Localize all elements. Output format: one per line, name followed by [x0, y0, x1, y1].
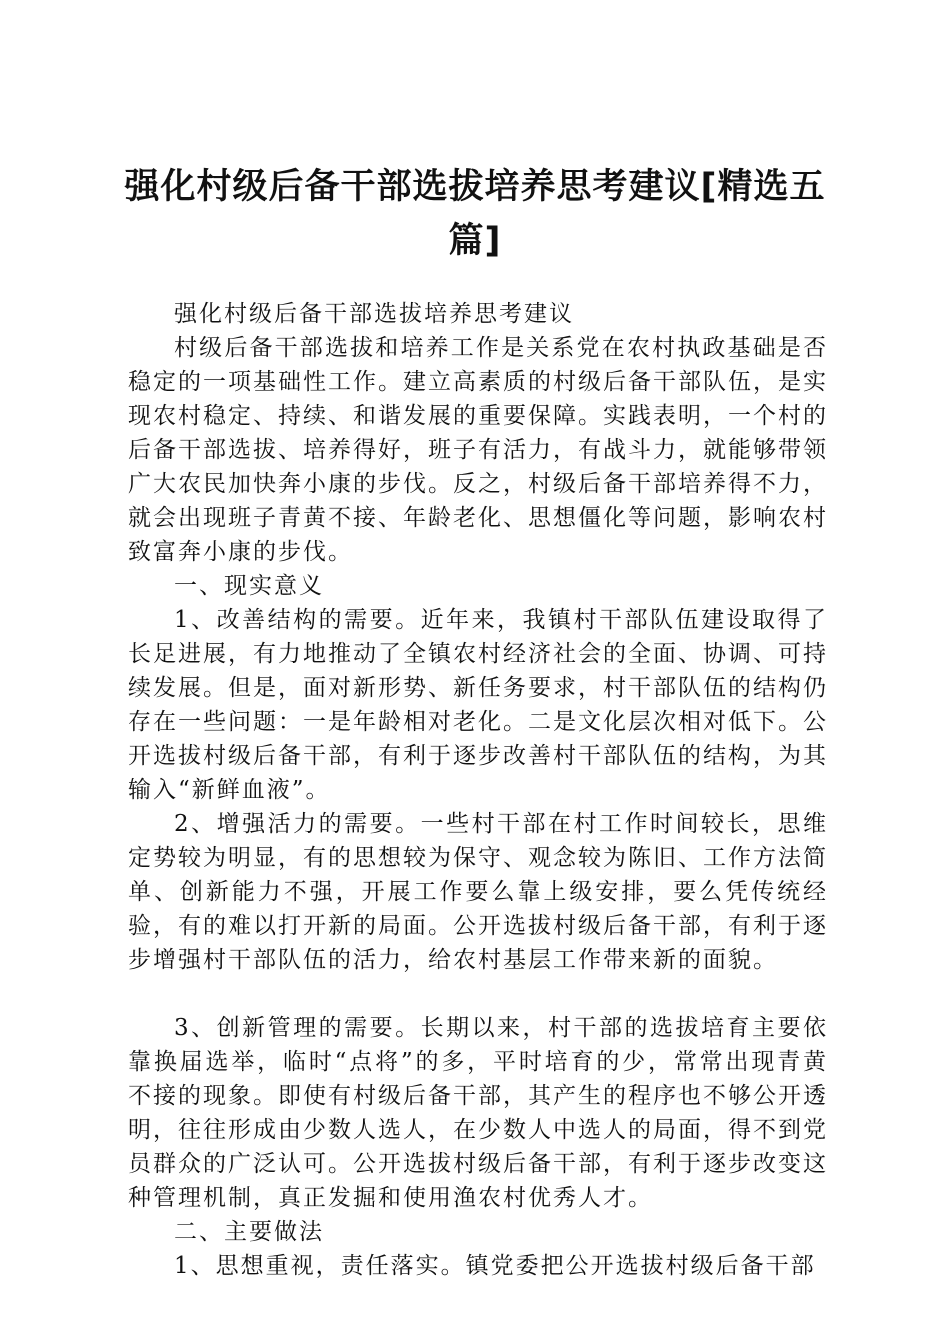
intro-paragraph: 村级后备干部选拔和培养工作是关系党在农村执政基础是否稳定的一项基础性工作。建立高素质的村级后备干部队伍，是实现农村稳定、持续、和谐发展的重要保障。实践表明，一个村的后备干部选拔、培养得好，班子有活力，有战斗力，就能够带领广大农民加快奔小康的步伐。反之，村级后备干部培养得不力，就会出现班子青黄不接、年龄老化、思想僵化等问题，影响农村致富奔小康的步伐。 [128, 335, 828, 565]
section-heading-significance: 一、现实意义 [174, 573, 324, 599]
document-body [128, 297, 828, 1283]
paragraph-management-need: 3、创新管理的需要。长期以来，村干部的选拔培育主要依靠换届选举，临时“点将”的多，平时培育的少，常常出现青黄不接的现象。即使有村级后备干部，其产生的程序也不够公开透明，往往形成由少数人选人，在少数人中选人的局面，得不到党员群众的广泛认可。公开选拔村级后备干部，有利于逐步改变这种管理机制，真正发掘和使用渔农村优秀人才。 [128, 1015, 828, 1211]
document-title: 强化村级后备干部选拔培养思考建议[精选五篇] [124, 167, 826, 261]
section-heading-practices: 二、主要做法 [174, 1219, 324, 1245]
paragraph-vitality-need: 2、增强活力的需要。一些村干部在村工作时间较长，思维定势较为明显，有的思想较为保守、观念较为陈旧、工作方法简单、创新能力不强，开展工作要么靠上级安排，要么凭传统经验，有的难以打开新的局面。公开选拔村级后备干部，有利于逐步增强村干部队伍的活力，给农村基层工作带来新的面貌。 [128, 811, 828, 973]
subtitle-paragraph: 强化村级后备干部选拔培养思考建议 [174, 301, 574, 327]
paragraph-structure-need: 1、改善结构的需要。近年来，我镇村干部队伍建设取得了长足进展，有力地推动了全镇农村经济社会的全面、协调、可持续发展。但是，面对新形势、新任务要求，村干部队伍的结构仍存在一些问题：一是年龄相对老化。二是文化层次相对低下。公开选拔村级后备干部，有利于逐步改善村干部队伍的结构，为其输入“新鲜血液”。 [128, 607, 828, 803]
paragraph-ideological-emphasis: 1、思想重视，责任落实。镇党委把公开选拔村级后备干部 [174, 1253, 816, 1279]
